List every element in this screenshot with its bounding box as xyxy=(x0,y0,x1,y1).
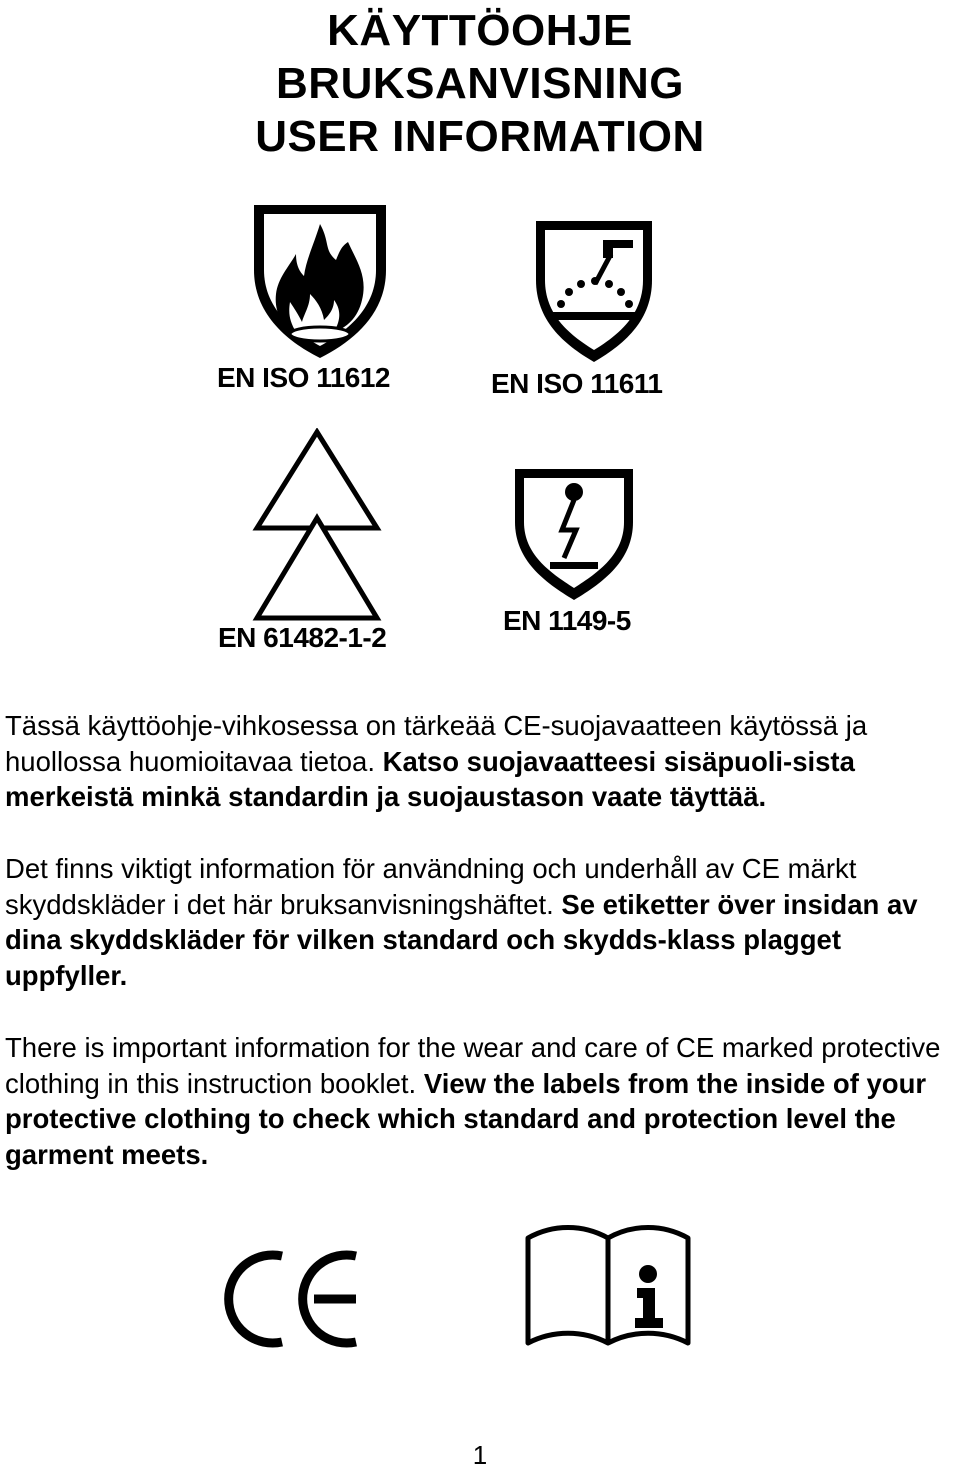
standard-label-iso-11611: EN ISO 11611 xyxy=(491,368,663,399)
paragraph-english-bold: View the labels from the inside of your protective clothing to check which standard and protection level the garment meets. xyxy=(5,1067,927,1170)
welding-shield-icon xyxy=(533,218,655,366)
standard-label-1149-5: EN 1149-5 xyxy=(503,605,631,636)
ce-mark-icon xyxy=(220,1248,365,1350)
paragraph-swedish xyxy=(5,851,960,993)
standard-label-iso-11612: EN ISO 11612 xyxy=(217,362,391,393)
paragraph-finnish-bold: Katso suojavaatteesi sisäpuoli-sista merkeistä minkä standardin ja suojaustason vaate täyttää. xyxy=(5,745,855,812)
title-finnish: KÄYTTÖOHJE xyxy=(327,6,633,55)
title-swedish: BRUKSANVISNING xyxy=(276,59,684,108)
title-english: USER INFORMATION xyxy=(255,112,705,161)
standard-label-61482: EN 61482-1-2 xyxy=(218,622,387,653)
page-number: 1 xyxy=(472,1440,488,1470)
info-book-icon xyxy=(523,1218,693,1348)
paragraph-swedish-bold: Se etiketter över insidan av dina skyddskläder för vilken standard och skydds-klass plagget uppfyller. xyxy=(5,888,918,991)
double-triangle-icon xyxy=(250,428,385,623)
paragraph-swedish-normal: Det finns viktigt information för användning och underhåll av CE märkt skyddskläder i det här bruksanvisningshäftet. xyxy=(5,853,857,920)
flame-shield-icon xyxy=(250,202,390,362)
paragraph-english-normal: There is important information for the wear and care of CE marked protective clothing in this instruction booklet. xyxy=(5,1032,941,1099)
electrostatic-shield-icon xyxy=(512,466,636,604)
paragraph-finnish xyxy=(5,708,960,815)
title-block xyxy=(0,4,960,163)
paragraph-english xyxy=(5,1030,960,1172)
paragraph-finnish-normal: Tässä käyttöohje-vihkosessa on tärkeää CE-suojavaatteen käytössä ja huollossa huomioitavaa tietoa. xyxy=(5,710,868,777)
